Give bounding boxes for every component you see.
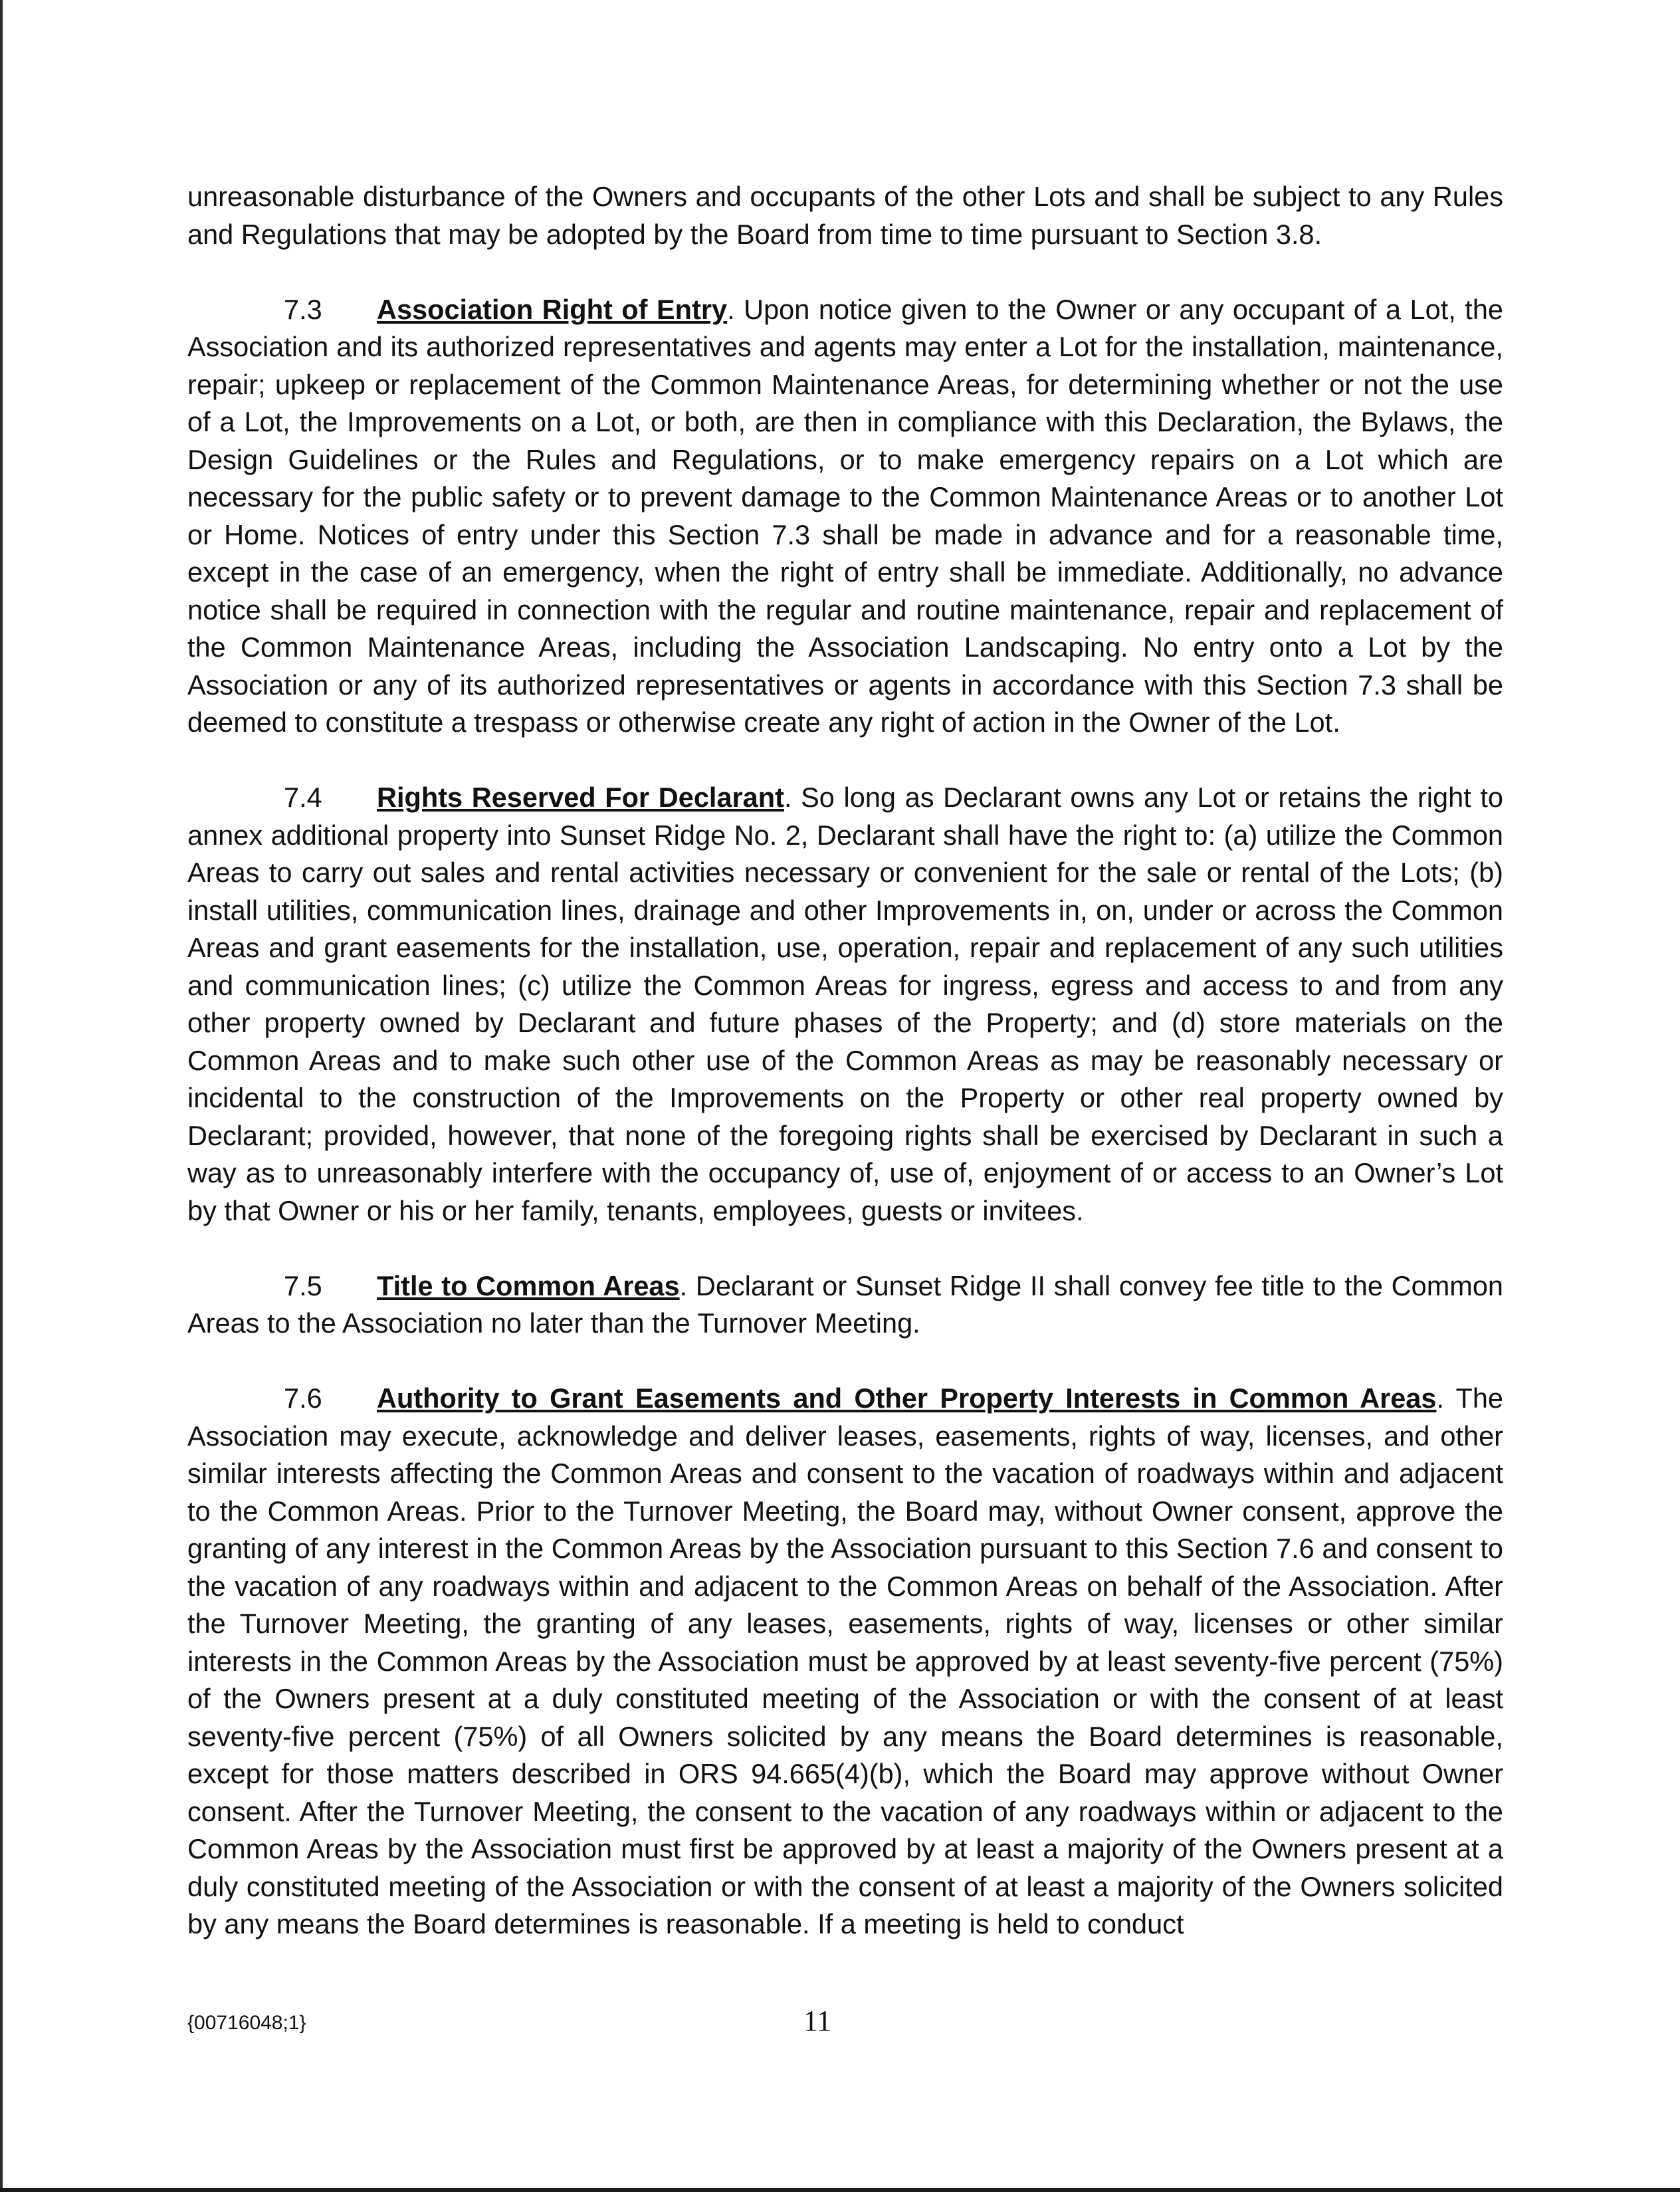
section-text: . Declarant or Sunset Ridge II shall convey fee title to the Common Areas to the Association no later than the Turnover Meeting.	[187, 1269, 1504, 1339]
section-text: . So long as Declarant owns any Lot or retains the right to annex additional property into Sunset Ridge No. 2, Declarant shall have the right to: (a) utilize the Common Areas to carry out sales and rental activities necessary or convenient for the sale or rental of the Lots; (b) install utilities, communication lines, drainage and other Improvements in, on, under or across the Common Areas and grant easements for the installation, use, operation, repair and replacement of any such utilities and communication lines; (c) utilize the Common Areas for ingress, egress and access to and from any other property owned by Declarant and future phases of the Property; and (d) store materials on the Common Areas and to make such other use of the Common Areas as may be reasonably necessary or incidental to the construction of the Improvements on the Property or other real property owned by Declarant; provided, however, that none of the foregoing rights shall be exercised by Declarant in such a way as to unreasonably interfere with the occupancy of, use of, enjoyment of or access to an Owner’s Lot by that Owner or his or her family, tenants, employees, guests or invitees.	[187, 782, 1503, 1226]
section-7-4	[187, 779, 1503, 1230]
scan-edge-bottom	[0, 2188, 1680, 2192]
continuation-paragraph: unreasonable disturbance of the Owners and occupants of the other Lots and shall be subject to any Rules and Regulations that may be adopted by the Board from time to time pursuant to Section 3.8.	[187, 181, 1503, 250]
section-number: 7.6	[284, 1382, 322, 1414]
section-7-6	[187, 1380, 1503, 1943]
document-id: {00716048;1}	[187, 2012, 306, 2034]
section-7-3	[187, 291, 1503, 742]
section-number: 7.4	[284, 782, 322, 813]
section-text: . Upon notice given to the Owner or any occupant of a Lot, the Association and its authorized representatives and agents may enter a Lot for the installation, maintenance, repair; upkeep or replacement of the Common Maintenance Areas, for determining whether or not the use of a Lot, the Improvements on a Lot, or both, are then in compliance with this Declaration, the Bylaws, the Design Guidelines or the Rules and Regulations, or to make emergency repairs on a Lot which are necessary for the public safety or to prevent damage to the Common Maintenance Areas or to another Lot or Home. Notices of entry under this Section 7.3 shall be made in advance and for a reasonable time, except in the case of an emergency, when the right of entry shall be immediate. Additionally, no advance notice shall be required in connection with the regular and routine maintenance, repair and replacement of the Common Maintenance Areas, including the Association Landscaping. No entry onto a Lot by the Association or any of its authorized representatives or agents in accordance with this Section 7.3 shall be deemed to constitute a trespass or otherwise create any right of action in the Owner of the Lot.	[187, 293, 1503, 738]
scan-edge-left	[0, 0, 3, 2192]
section-heading: Association Right of Entry	[377, 293, 728, 325]
section-heading: Title to Common Areas	[377, 1269, 680, 1301]
section-heading: Rights Reserved For Declarant	[377, 782, 784, 813]
page-number: 11	[803, 2005, 832, 2037]
section-text: . The Association may execute, acknowledge and deliver leases, easements, rights of way, licenses, and other similar interests affecting the Common Areas and consent to the vacation of roadways within and adjacent to the Common Areas. Prior to the Turnover Meeting, the Board may, without Owner consent, approve the granting of any interest in the Common Areas by the Association pursuant to this Section 7.6 and consent to the vacation of any roadways within and adjacent to the Common Areas on behalf of the Association. After the Turnover Meeting, the granting of any leases, easements, rights of way, licenses or other similar interests in the Common Areas by the Association must be approved by at least seventy-five percent (75%) of the Owners present at a duly constituted meeting of the Association or with the consent of at least seventy-five percent (75%) of all Owners solicited by any means the Board determines is reasonable, except for those matters described in ORS 94.665(4)(b), which the Board may approve without Owner consent. After the Turnover Meeting, the consent to the vacation of any roadways within or adjacent to the Common Areas by the Association must first be approved by at least a majority of the Owners present at a duly constituted meeting of the Association or with the consent of at least a majority of the Owners solicited by any means the Board determines is reasonable. If a meeting is held to conduct	[187, 1382, 1503, 1939]
document-body	[187, 178, 1503, 1981]
section-heading: Authority to Grant Easements and Other Property Interests in Common Areas	[377, 1382, 1437, 1414]
section-7-5	[187, 1267, 1503, 1343]
section-number: 7.3	[284, 293, 322, 325]
section-number: 7.5	[284, 1269, 322, 1301]
